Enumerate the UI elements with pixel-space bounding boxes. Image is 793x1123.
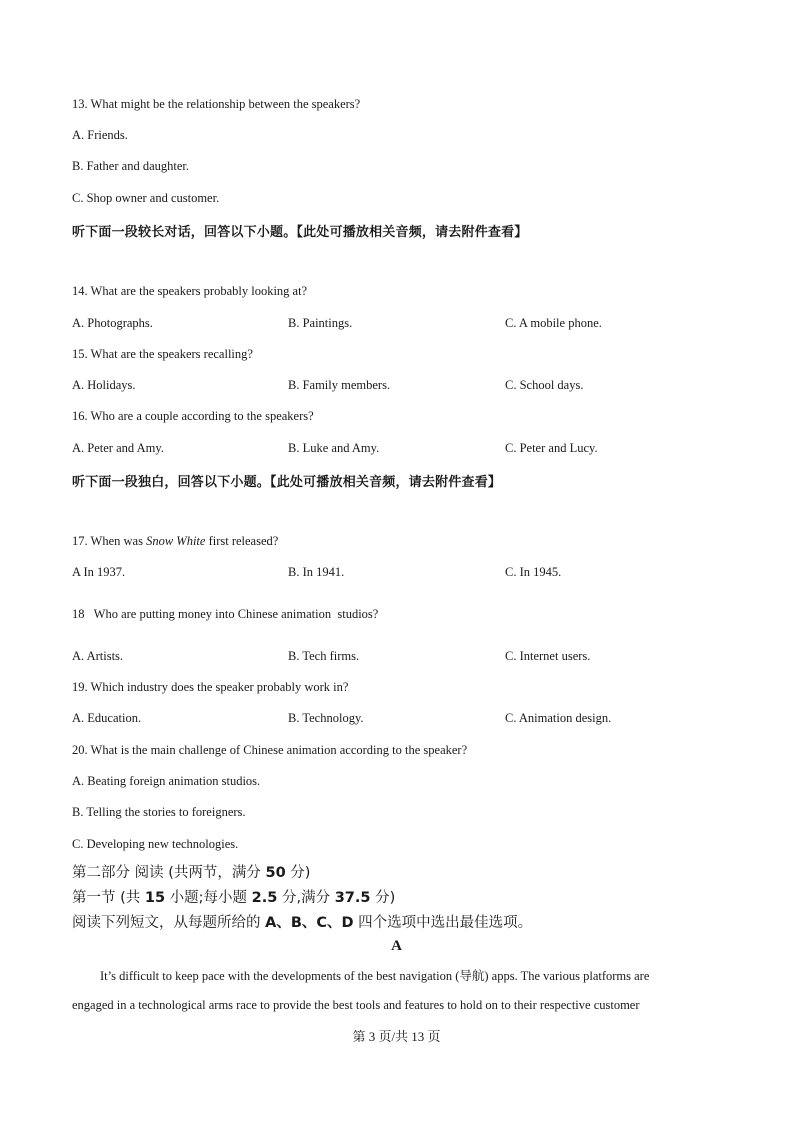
section1-total-score: 37.5 [334, 890, 371, 906]
question-15: 15. What are the speakers recalling? [72, 347, 253, 361]
q18-option-a: A. Artists. [72, 649, 124, 663]
q19-option-a: A. Education. [72, 711, 142, 725]
passage-line-2: engaged in a technological arms race to provide the best tools and features to hold on to their respective customer [72, 998, 640, 1012]
q17-option-a: A In 1937. [72, 565, 126, 579]
section1-count: 15 [144, 890, 166, 906]
q16-option-a: A. Peter and Amy. [72, 441, 164, 455]
question-20: 20. What is the main challenge of Chinese animation according to the speaker? [72, 743, 468, 757]
q13-option-b: B. Father and daughter. [72, 159, 189, 173]
q18-option-b: B. Tech firms. [288, 649, 360, 663]
part2-heading-text: 第二部分 阅读 (共两节，满分 [72, 865, 266, 881]
section1-text-d: 分) [370, 890, 396, 906]
monologue-instruction: 听下面一段独白，回答以下小题。【此处可播放相关音频，请去附件查看】 [72, 475, 502, 490]
question-18: 18 Who are putting money into Chinese animation studios? [72, 607, 379, 621]
q17-option-c: C. In 1945. [505, 565, 562, 579]
q14-option-b: B. Paintings. [288, 316, 353, 330]
q16-option-c: C. Peter and Lucy. [505, 441, 598, 455]
section1-text-a: 第一节 (共 [72, 890, 145, 906]
dialogue-instruction: 听下面一段较长对话，回答以下小题。【此处可播放相关音频，请去附件查看】 [72, 225, 528, 240]
question-19: 19. Which industry does the speaker probably work in? [72, 680, 349, 694]
question-16: 16. Who are a couple according to the speakers? [72, 409, 314, 423]
q17-option-b: B. In 1941. [288, 565, 345, 579]
q17-prefix: 17. When was [72, 534, 147, 548]
section1-text-c: 分,满分 [277, 890, 335, 906]
q19-option-b: B. Technology. [288, 711, 364, 725]
q20-option-c: C. Developing new technologies. [72, 837, 239, 851]
page-number: 第 3 页/共 13 页 [352, 1029, 441, 1044]
section1-heading [72, 886, 395, 907]
question-17 [72, 534, 278, 549]
question-14: 14. What are the speakers probably looking at? [72, 284, 308, 298]
q15-option-c: C. School days. [505, 378, 584, 392]
reading-instruction-b: 四个选项中选出最佳选项。 [353, 915, 533, 931]
reading-instruction-a: 阅读下列短文，从每题所给的 [72, 915, 266, 931]
q17-title: Snow White [146, 534, 206, 548]
passage-line-1: It’s difficult to keep pace with the developments of the best navigation (导航) apps. The various platforms are [100, 969, 650, 983]
q20-option-a: A. Beating foreign animation studios. [72, 774, 261, 788]
section1-text-b: 小题;每小题 [165, 890, 252, 906]
question-13: 13. What might be the relationship between the speakers? [72, 97, 361, 111]
part2-heading-unit: 分) [285, 865, 311, 881]
q13-option-c: C. Shop owner and customer. [72, 191, 220, 205]
q13-option-a: A. Friends. [72, 128, 128, 142]
q16-option-b: B. Luke and Amy. [288, 441, 380, 455]
q18-option-c: C. Internet users. [505, 649, 591, 663]
q20-option-b: B. Telling the stories to foreigners. [72, 805, 246, 819]
section1-each-score: 2.5 [251, 890, 278, 906]
q15-option-b: B. Family members. [288, 378, 391, 392]
q14-option-a: A. Photographs. [72, 316, 153, 330]
part2-heading [72, 861, 310, 882]
reading-instruction-letters: A、B、C、D [265, 915, 354, 931]
q19-option-c: C. Animation design. [505, 711, 612, 725]
passage-letter: A [391, 938, 402, 954]
q17-suffix: first released? [205, 534, 279, 548]
reading-instruction [72, 911, 532, 932]
part2-total-score: 50 [265, 865, 286, 881]
q14-option-c: C. A mobile phone. [505, 316, 602, 330]
q15-option-a: A. Holidays. [72, 378, 136, 392]
